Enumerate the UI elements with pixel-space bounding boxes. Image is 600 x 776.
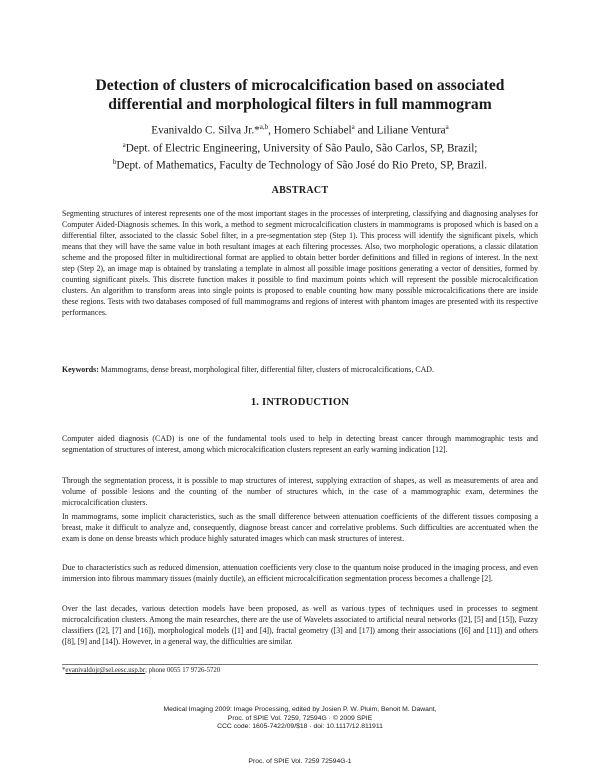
footer-line: Proc. of SPIE Vol. 7259, 72594G · © 2009 SPIE xyxy=(227,714,373,722)
paper-title: Detection of clusters of microcalcification based on associated differential and morphological filters in full mammogram xyxy=(95,77,505,113)
keywords-text: Mammograms, dense breast, morphological filter, differential filter, clusters of microcalcifications, CAD. xyxy=(98,365,434,374)
author-separator: , xyxy=(268,124,274,137)
author-2-affil: a xyxy=(351,123,355,131)
publication-footer xyxy=(100,706,500,732)
affiliation-a-text: Dept. of Electric Engineering, University of São Paulo, São Carlos, SP, Brazil; xyxy=(125,142,478,155)
intro-paragraph: Through the segmentation process, it is possible to map structures of interest, supplying extraction of shapes, as well as measurements of area and volume of possible lesions and the counting of the number of structures which, in the case of a mammographic exam, determines the microcalcification clusters. xyxy=(62,476,538,507)
intro-paragraph: Due to characteristics such as reduced dimension, attenuation coefficients very close to the quantum noise produced in the imaging process, and even immersion into fibrous mammary tissues (mainly ductile), an efficient microcalcification segmentation process becomes a challenge [2]. xyxy=(62,563,538,583)
affiliation-a xyxy=(60,138,540,156)
affiliation-b-mark: b xyxy=(112,158,117,167)
author-separator: and xyxy=(354,124,377,137)
keywords-label: Keywords: xyxy=(62,365,99,374)
author-block xyxy=(60,120,540,173)
author-3-affil: a xyxy=(445,123,449,131)
intro-paragraph: Over the last decades, various detection models have been proposed, as well as various types of techniques used in processes to segment microcalcification clusters. Among the main researches, there are the use of Wavelets associated to artificial neural networks ([2], [5] and [15]), Fuzzy classifiers ([2], [7] and [16]), morphological models ([1] and [4]), fractal geometry ([3] and [17]) among their associations ([6] and [11]) and others ([8], [9] and [14]). However, in a general way, the difficulties are similar. xyxy=(62,604,538,646)
affiliation-b xyxy=(60,155,540,173)
footnote-marker: * xyxy=(62,667,66,674)
author-1-affil: a,b xyxy=(259,123,269,131)
intro-paragraph: In mammograms, some implicit characteristics, such as the small difference between attenuation coefficients of the different tissues composing a breast, make it difficult to analyze and, consequently, diagnose breast cancer and correlative problems. Such difficulties are accentuated when the exam is done on dense breasts which produce highly saturated images which can mask structures of interest. xyxy=(62,512,538,543)
page-number-footer: Proc. of SPIE Vol. 7259 72594G-1 xyxy=(248,758,352,765)
footer-line: CCC code: 1605-7422/09/$18 · doi: 10.1117/12.811911 xyxy=(217,723,383,731)
author-1: Evanivaldo C. Silva Jr.* xyxy=(151,124,260,137)
intro-paragraph: Computer aided diagnosis (CAD) is one of the fundamental tools used to help in detecting breast cancer through mammographic tests and segmentation of structures of interest, among which microcalcification clusters represent an early warning indication [12]. xyxy=(62,434,538,454)
author-2: Homero Schiabel xyxy=(273,124,352,137)
footer-line: Medical Imaging 2009: Image Processing, edited by Josien P. W. Pluim, Benoit M. Dawant, xyxy=(163,706,437,713)
affiliation-a-mark: a xyxy=(122,140,126,149)
section-heading-introduction: 1. INTRODUCTION xyxy=(250,397,350,408)
corresponding-author-footnote xyxy=(62,664,538,675)
footnote-phone: ; phone 0055 17 9726-5720 xyxy=(145,667,221,674)
email-link[interactable]: evanivaldojr@sel.eesc.usp.br xyxy=(65,667,146,674)
author-3: Liliane Ventura xyxy=(376,124,446,137)
keywords xyxy=(62,364,538,375)
abstract-text: Segmenting structures of interest represents one of the most important stages in the processes of interpreting, classifying and diagnosing analyses for Computer Aided-Diagnosis schemes. In this work, a method to segment microcalcification clusters in mammograms is proposed which is based on a differential filter, associated to the classic Sobel filter, in a pre-segmentation step (Step 1). This process will identify the significant pixels, which means that they will have the same value in both resultant images at each filtering processes. Also, two morphologic operations, a classic dilatation scheme and the proposed filter in multidirectional format are applied to obtain better border definitions and filled in regions of interest. In the next step (Step 2), an image map is obtained by translating a template in almost all possible image positions generating a vector of densities, formed by counting significant pixels. This discrete function makes it possible to find maximum points which will represent the possible microcalcification clusters. An algorithm to transform areas into single points is proposed to enable counting how many possible microcalcifications there are inside these regions. Tests with two databases composed of full mammograms and regions of interest with phantom images are presented with its respective performances. xyxy=(62,209,538,317)
abstract-heading: ABSTRACT xyxy=(271,185,329,196)
affiliation-b-text: Dept. of Mathematics, Faculty de Technology of São José do Rio Preto, SP, Brazil. xyxy=(116,160,488,173)
